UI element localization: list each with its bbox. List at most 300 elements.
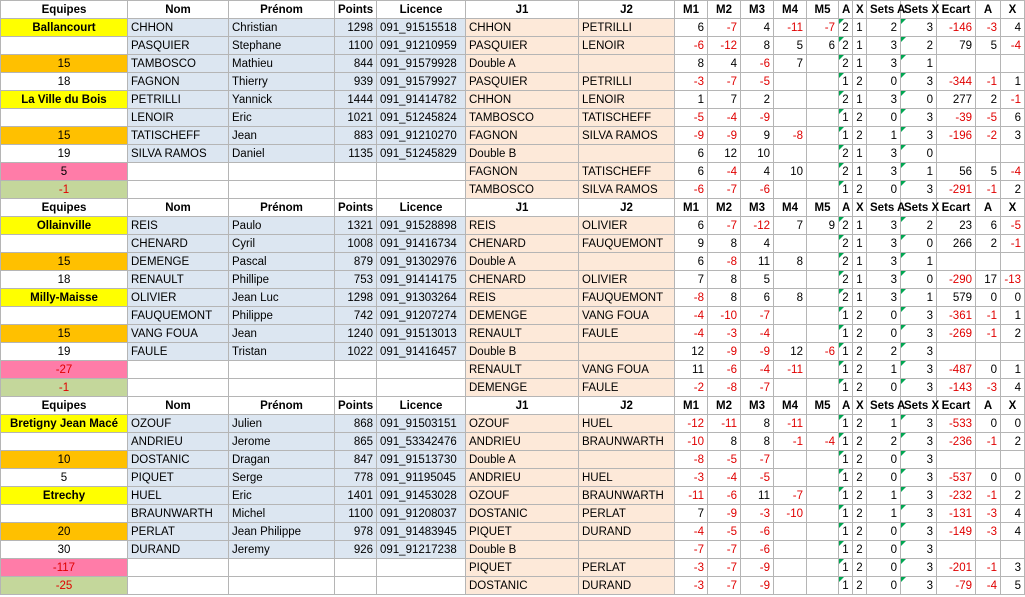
match-j1-cell[interactable]: REIS: [466, 217, 579, 235]
column-header[interactable]: Prénom: [229, 199, 335, 217]
team-name-cell[interactable]: Milly-Maisse: [1, 289, 128, 307]
result-a-cell[interactable]: 1: [839, 127, 853, 145]
points-x-cell[interactable]: -1: [1001, 235, 1025, 253]
column-header[interactable]: X: [1001, 199, 1025, 217]
sets-x-cell[interactable]: 0: [901, 145, 937, 163]
match-j1-cell[interactable]: Double B: [466, 145, 579, 163]
set-score-cell[interactable]: -7: [675, 541, 708, 559]
set-score-cell[interactable]: 4: [708, 55, 741, 73]
sets-a-cell[interactable]: 3: [867, 91, 901, 109]
player-nom-cell[interactable]: CHENARD: [128, 235, 229, 253]
set-score-cell[interactable]: -9: [741, 559, 774, 577]
result-x-cell[interactable]: 1: [853, 163, 867, 181]
player-licence-cell[interactable]: 091_91217238: [377, 541, 466, 559]
result-a-cell[interactable]: 2: [839, 253, 853, 271]
set-score-cell[interactable]: [807, 289, 839, 307]
sets-a-cell[interactable]: 0: [867, 109, 901, 127]
player-licence-cell[interactable]: 091_91210270: [377, 127, 466, 145]
set-score-cell[interactable]: 8: [774, 289, 807, 307]
match-j2-cell[interactable]: LENOIR: [579, 37, 675, 55]
player-points-cell[interactable]: [335, 559, 377, 577]
result-x-cell[interactable]: 1: [853, 145, 867, 163]
set-score-cell[interactable]: 4: [741, 19, 774, 37]
sets-a-cell[interactable]: 3: [867, 37, 901, 55]
sets-a-cell[interactable]: 1: [867, 415, 901, 433]
points-a-cell[interactable]: -1: [976, 73, 1001, 91]
set-score-cell[interactable]: [774, 73, 807, 91]
set-score-cell[interactable]: 8: [708, 235, 741, 253]
column-header[interactable]: M2: [708, 397, 741, 415]
player-nom-cell[interactable]: HUEL: [128, 487, 229, 505]
result-a-cell[interactable]: 1: [839, 379, 853, 397]
result-a-cell[interactable]: 1: [839, 541, 853, 559]
column-header[interactable]: A: [976, 199, 1001, 217]
player-licence-cell[interactable]: 091_91513013: [377, 325, 466, 343]
player-points-cell[interactable]: [335, 577, 377, 595]
points-a-cell[interactable]: 5: [976, 163, 1001, 181]
match-j1-cell[interactable]: TAMBOSCO: [466, 181, 579, 199]
column-header[interactable]: Points: [335, 1, 377, 19]
player-prenom-cell[interactable]: [229, 559, 335, 577]
team-name-cell[interactable]: Etrechy: [1, 487, 128, 505]
summary-cell[interactable]: 15: [1, 55, 128, 73]
sets-a-cell[interactable]: 2: [867, 19, 901, 37]
set-score-cell[interactable]: -9: [708, 505, 741, 523]
set-score-cell[interactable]: -11: [774, 361, 807, 379]
summary-cell[interactable]: -27: [1, 361, 128, 379]
ecart-cell[interactable]: -361: [937, 307, 976, 325]
set-score-cell[interactable]: 6: [675, 145, 708, 163]
player-licence-cell[interactable]: 091_91528898: [377, 217, 466, 235]
result-x-cell[interactable]: 2: [853, 73, 867, 91]
player-nom-cell[interactable]: ANDRIEU: [128, 433, 229, 451]
column-header[interactable]: Licence: [377, 397, 466, 415]
set-score-cell[interactable]: 4: [741, 163, 774, 181]
set-score-cell[interactable]: [807, 235, 839, 253]
player-prenom-cell[interactable]: [229, 181, 335, 199]
match-j1-cell[interactable]: OZOUF: [466, 415, 579, 433]
ecart-cell[interactable]: -201: [937, 559, 976, 577]
summary-cell[interactable]: 19: [1, 145, 128, 163]
player-nom-cell[interactable]: DOSTANIC: [128, 451, 229, 469]
result-a-cell[interactable]: 1: [839, 361, 853, 379]
result-x-cell[interactable]: 2: [853, 559, 867, 577]
points-a-cell[interactable]: 6: [976, 217, 1001, 235]
set-score-cell[interactable]: [774, 145, 807, 163]
points-x-cell[interactable]: [1001, 145, 1025, 163]
result-a-cell[interactable]: 2: [839, 217, 853, 235]
player-points-cell[interactable]: 742: [335, 307, 377, 325]
result-x-cell[interactable]: 1: [853, 235, 867, 253]
points-x-cell[interactable]: 2: [1001, 181, 1025, 199]
result-a-cell[interactable]: 2: [839, 37, 853, 55]
result-a-cell[interactable]: 1: [839, 415, 853, 433]
points-a-cell[interactable]: -1: [976, 433, 1001, 451]
result-a-cell[interactable]: 2: [839, 91, 853, 109]
result-a-cell[interactable]: 2: [839, 145, 853, 163]
match-j1-cell[interactable]: PIQUET: [466, 559, 579, 577]
player-prenom-cell[interactable]: Paulo: [229, 217, 335, 235]
match-j2-cell[interactable]: SILVA RAMOS: [579, 127, 675, 145]
sets-x-cell[interactable]: 1: [901, 253, 937, 271]
set-score-cell[interactable]: [774, 379, 807, 397]
column-header[interactable]: M4: [774, 1, 807, 19]
points-a-cell[interactable]: -1: [976, 181, 1001, 199]
set-score-cell[interactable]: -3: [741, 505, 774, 523]
ecart-cell[interactable]: 277: [937, 91, 976, 109]
column-header[interactable]: Licence: [377, 199, 466, 217]
set-score-cell[interactable]: 6: [675, 217, 708, 235]
points-x-cell[interactable]: 1: [1001, 307, 1025, 325]
sets-x-cell[interactable]: 2: [901, 37, 937, 55]
result-a-cell[interactable]: 1: [839, 451, 853, 469]
column-header[interactable]: Prénom: [229, 397, 335, 415]
match-j2-cell[interactable]: BRAUNWARTH: [579, 487, 675, 505]
points-a-cell[interactable]: [976, 55, 1001, 73]
points-a-cell[interactable]: 0: [976, 289, 1001, 307]
player-nom-cell[interactable]: TATISCHEFF: [128, 127, 229, 145]
points-x-cell[interactable]: 0: [1001, 415, 1025, 433]
sets-x-cell[interactable]: 3: [901, 109, 937, 127]
set-score-cell[interactable]: -8: [708, 253, 741, 271]
sets-a-cell[interactable]: 2: [867, 433, 901, 451]
player-prenom-cell[interactable]: [229, 379, 335, 397]
column-header[interactable]: Licence: [377, 1, 466, 19]
points-x-cell[interactable]: -4: [1001, 37, 1025, 55]
match-j1-cell[interactable]: FAGNON: [466, 163, 579, 181]
player-nom-cell[interactable]: PERLAT: [128, 523, 229, 541]
result-x-cell[interactable]: 1: [853, 55, 867, 73]
points-a-cell[interactable]: [976, 541, 1001, 559]
set-score-cell[interactable]: [807, 325, 839, 343]
set-score-cell[interactable]: [807, 109, 839, 127]
player-nom-cell[interactable]: BRAUNWARTH: [128, 505, 229, 523]
set-score-cell[interactable]: -6: [741, 541, 774, 559]
set-score-cell[interactable]: 7: [774, 55, 807, 73]
set-score-cell[interactable]: -4: [708, 469, 741, 487]
set-score-cell[interactable]: 8: [708, 433, 741, 451]
points-x-cell[interactable]: 4: [1001, 505, 1025, 523]
column-header[interactable]: M5: [807, 199, 839, 217]
ecart-cell[interactable]: -131: [937, 505, 976, 523]
player-licence-cell[interactable]: 091_53342476: [377, 433, 466, 451]
player-points-cell[interactable]: 978: [335, 523, 377, 541]
set-score-cell[interactable]: [774, 271, 807, 289]
ecart-cell[interactable]: -290: [937, 271, 976, 289]
set-score-cell[interactable]: [807, 505, 839, 523]
set-score-cell[interactable]: 6: [675, 163, 708, 181]
player-licence-cell[interactable]: [377, 559, 466, 577]
player-nom-cell[interactable]: [128, 361, 229, 379]
column-header[interactable]: A: [839, 397, 853, 415]
ecart-cell[interactable]: [937, 451, 976, 469]
ecart-cell[interactable]: [937, 253, 976, 271]
match-j1-cell[interactable]: PASQUIER: [466, 73, 579, 91]
set-score-cell[interactable]: 10: [741, 145, 774, 163]
player-nom-cell[interactable]: [128, 163, 229, 181]
player-points-cell[interactable]: 1321: [335, 217, 377, 235]
points-x-cell[interactable]: [1001, 343, 1025, 361]
column-header[interactable]: Nom: [128, 1, 229, 19]
column-header[interactable]: Ecart: [937, 199, 976, 217]
set-score-cell[interactable]: -4: [708, 163, 741, 181]
match-j1-cell[interactable]: OZOUF: [466, 487, 579, 505]
match-j1-cell[interactable]: DOSTANIC: [466, 577, 579, 595]
set-score-cell[interactable]: -11: [675, 487, 708, 505]
match-j2-cell[interactable]: VANG FOUA: [579, 307, 675, 325]
ecart-cell[interactable]: 266: [937, 235, 976, 253]
sets-x-cell[interactable]: 0: [901, 91, 937, 109]
result-x-cell[interactable]: 2: [853, 343, 867, 361]
points-a-cell[interactable]: 0: [976, 469, 1001, 487]
set-score-cell[interactable]: -5: [741, 73, 774, 91]
set-score-cell[interactable]: [807, 73, 839, 91]
match-j2-cell[interactable]: TATISCHEFF: [579, 163, 675, 181]
sets-x-cell[interactable]: 3: [901, 541, 937, 559]
ecart-cell[interactable]: -291: [937, 181, 976, 199]
player-licence-cell[interactable]: 091_91416457: [377, 343, 466, 361]
player-points-cell[interactable]: 1135: [335, 145, 377, 163]
set-score-cell[interactable]: -8: [708, 379, 741, 397]
column-header[interactable]: M1: [675, 1, 708, 19]
column-header[interactable]: X: [1001, 1, 1025, 19]
match-j1-cell[interactable]: Double B: [466, 343, 579, 361]
set-score-cell[interactable]: -7: [708, 217, 741, 235]
player-points-cell[interactable]: 868: [335, 415, 377, 433]
player-nom-cell[interactable]: [128, 379, 229, 397]
match-j2-cell[interactable]: [579, 55, 675, 73]
player-licence-cell[interactable]: 091_91414782: [377, 91, 466, 109]
player-licence-cell[interactable]: 091_91302976: [377, 253, 466, 271]
column-header[interactable]: A: [839, 199, 853, 217]
result-a-cell[interactable]: 1: [839, 109, 853, 127]
match-j1-cell[interactable]: Double A: [466, 55, 579, 73]
result-a-cell[interactable]: 2: [839, 163, 853, 181]
sets-a-cell[interactable]: 0: [867, 541, 901, 559]
column-header[interactable]: M3: [741, 199, 774, 217]
result-a-cell[interactable]: 1: [839, 559, 853, 577]
player-prenom-cell[interactable]: Phillipe: [229, 271, 335, 289]
set-score-cell[interactable]: -4: [741, 361, 774, 379]
column-header[interactable]: M1: [675, 199, 708, 217]
result-x-cell[interactable]: 2: [853, 577, 867, 595]
column-header[interactable]: X: [853, 397, 867, 415]
sets-a-cell[interactable]: 0: [867, 451, 901, 469]
points-a-cell[interactable]: -3: [976, 19, 1001, 37]
player-licence-cell[interactable]: [377, 577, 466, 595]
summary-cell[interactable]: 15: [1, 325, 128, 343]
set-score-cell[interactable]: [807, 145, 839, 163]
sets-x-cell[interactable]: 3: [901, 505, 937, 523]
match-j2-cell[interactable]: [579, 253, 675, 271]
player-prenom-cell[interactable]: Philippe: [229, 307, 335, 325]
player-prenom-cell[interactable]: [229, 361, 335, 379]
result-a-cell[interactable]: 2: [839, 55, 853, 73]
player-nom-cell[interactable]: FAULE: [128, 343, 229, 361]
sets-a-cell[interactable]: 3: [867, 253, 901, 271]
points-a-cell[interactable]: 2: [976, 235, 1001, 253]
result-a-cell[interactable]: 2: [839, 271, 853, 289]
set-score-cell[interactable]: 4: [741, 235, 774, 253]
player-prenom-cell[interactable]: Thierry: [229, 73, 335, 91]
points-a-cell[interactable]: 0: [976, 361, 1001, 379]
ecart-cell[interactable]: -146: [937, 19, 976, 37]
result-x-cell[interactable]: 1: [853, 37, 867, 55]
player-licence-cell[interactable]: 091_91208037: [377, 505, 466, 523]
set-score-cell[interactable]: -7: [708, 559, 741, 577]
match-j2-cell[interactable]: DURAND: [579, 577, 675, 595]
set-score-cell[interactable]: 10: [774, 163, 807, 181]
match-j2-cell[interactable]: DURAND: [579, 523, 675, 541]
player-points-cell[interactable]: 778: [335, 469, 377, 487]
result-x-cell[interactable]: 2: [853, 307, 867, 325]
player-nom-cell[interactable]: TAMBOSCO: [128, 55, 229, 73]
summary-cell[interactable]: [1, 235, 128, 253]
ecart-cell[interactable]: -487: [937, 361, 976, 379]
points-a-cell[interactable]: 0: [976, 415, 1001, 433]
points-a-cell[interactable]: [976, 451, 1001, 469]
player-licence-cell[interactable]: [377, 379, 466, 397]
summary-cell[interactable]: 18: [1, 73, 128, 91]
match-j1-cell[interactable]: Double A: [466, 253, 579, 271]
points-a-cell[interactable]: -3: [976, 379, 1001, 397]
player-prenom-cell[interactable]: [229, 577, 335, 595]
sets-x-cell[interactable]: 3: [901, 559, 937, 577]
player-nom-cell[interactable]: VANG FOUA: [128, 325, 229, 343]
column-header[interactable]: M2: [708, 199, 741, 217]
player-points-cell[interactable]: 1298: [335, 289, 377, 307]
column-header[interactable]: J2: [579, 199, 675, 217]
column-header[interactable]: Points: [335, 199, 377, 217]
set-score-cell[interactable]: [807, 559, 839, 577]
sets-a-cell[interactable]: 3: [867, 55, 901, 73]
set-score-cell[interactable]: -7: [708, 181, 741, 199]
player-prenom-cell[interactable]: Michel: [229, 505, 335, 523]
set-score-cell[interactable]: -5: [708, 523, 741, 541]
ecart-cell[interactable]: [937, 145, 976, 163]
column-header[interactable]: Nom: [128, 199, 229, 217]
player-nom-cell[interactable]: DEMENGE: [128, 253, 229, 271]
points-x-cell[interactable]: -4: [1001, 163, 1025, 181]
ecart-cell[interactable]: -79: [937, 577, 976, 595]
column-header[interactable]: Ecart: [937, 397, 976, 415]
result-a-cell[interactable]: 1: [839, 343, 853, 361]
player-licence-cell[interactable]: 091_91453028: [377, 487, 466, 505]
sets-x-cell[interactable]: 1: [901, 55, 937, 73]
set-score-cell[interactable]: -9: [708, 343, 741, 361]
player-points-cell[interactable]: 1008: [335, 235, 377, 253]
player-prenom-cell[interactable]: Tristan: [229, 343, 335, 361]
set-score-cell[interactable]: [807, 127, 839, 145]
points-a-cell[interactable]: -4: [976, 577, 1001, 595]
column-header[interactable]: J1: [466, 1, 579, 19]
set-score-cell[interactable]: 7: [675, 505, 708, 523]
result-a-cell[interactable]: 1: [839, 523, 853, 541]
set-score-cell[interactable]: [774, 307, 807, 325]
sets-x-cell[interactable]: 3: [901, 325, 937, 343]
sets-x-cell[interactable]: 3: [901, 415, 937, 433]
sets-a-cell[interactable]: 3: [867, 217, 901, 235]
column-header[interactable]: A: [976, 1, 1001, 19]
column-header[interactable]: Points: [335, 397, 377, 415]
player-prenom-cell[interactable]: Jerome: [229, 433, 335, 451]
column-header[interactable]: Sets X: [901, 397, 937, 415]
sets-a-cell[interactable]: 2: [867, 343, 901, 361]
points-x-cell[interactable]: 0: [1001, 289, 1025, 307]
match-j2-cell[interactable]: SILVA RAMOS: [579, 181, 675, 199]
sets-x-cell[interactable]: 0: [901, 271, 937, 289]
set-score-cell[interactable]: -6: [741, 55, 774, 73]
sets-a-cell[interactable]: 3: [867, 145, 901, 163]
points-x-cell[interactable]: 3: [1001, 559, 1025, 577]
set-score-cell[interactable]: -7: [741, 379, 774, 397]
summary-cell[interactable]: [1, 37, 128, 55]
ecart-cell[interactable]: -149: [937, 523, 976, 541]
player-points-cell[interactable]: 1401: [335, 487, 377, 505]
column-header[interactable]: Sets X: [901, 1, 937, 19]
set-score-cell[interactable]: 9: [675, 235, 708, 253]
summary-cell[interactable]: 30: [1, 541, 128, 559]
sets-a-cell[interactable]: 0: [867, 325, 901, 343]
set-score-cell[interactable]: 8: [708, 289, 741, 307]
set-score-cell[interactable]: [774, 541, 807, 559]
set-score-cell[interactable]: 9: [741, 127, 774, 145]
summary-cell[interactable]: 10: [1, 451, 128, 469]
summary-cell[interactable]: [1, 109, 128, 127]
match-j2-cell[interactable]: [579, 541, 675, 559]
set-score-cell[interactable]: [807, 541, 839, 559]
result-x-cell[interactable]: 2: [853, 325, 867, 343]
result-a-cell[interactable]: 1: [839, 577, 853, 595]
ecart-cell[interactable]: [937, 55, 976, 73]
set-score-cell[interactable]: [774, 91, 807, 109]
set-score-cell[interactable]: [807, 487, 839, 505]
player-points-cell[interactable]: 1022: [335, 343, 377, 361]
set-score-cell[interactable]: 12: [675, 343, 708, 361]
player-points-cell[interactable]: 879: [335, 253, 377, 271]
player-nom-cell[interactable]: LENOIR: [128, 109, 229, 127]
points-a-cell[interactable]: -1: [976, 307, 1001, 325]
set-score-cell[interactable]: -6: [708, 361, 741, 379]
set-score-cell[interactable]: -9: [741, 343, 774, 361]
match-j1-cell[interactable]: FAGNON: [466, 127, 579, 145]
player-nom-cell[interactable]: RENAULT: [128, 271, 229, 289]
set-score-cell[interactable]: [807, 451, 839, 469]
ecart-cell[interactable]: -533: [937, 415, 976, 433]
match-j2-cell[interactable]: OLIVIER: [579, 217, 675, 235]
points-x-cell[interactable]: 1: [1001, 73, 1025, 91]
ecart-cell[interactable]: -196: [937, 127, 976, 145]
match-j2-cell[interactable]: PERLAT: [579, 559, 675, 577]
summary-cell[interactable]: -25: [1, 577, 128, 595]
set-score-cell[interactable]: 8: [774, 253, 807, 271]
points-x-cell[interactable]: [1001, 253, 1025, 271]
match-j1-cell[interactable]: CHHON: [466, 19, 579, 37]
set-score-cell[interactable]: -3: [675, 73, 708, 91]
team-name-cell[interactable]: Ollainville: [1, 217, 128, 235]
player-nom-cell[interactable]: [128, 559, 229, 577]
player-prenom-cell[interactable]: Jean: [229, 325, 335, 343]
match-j1-cell[interactable]: PASQUIER: [466, 37, 579, 55]
set-score-cell[interactable]: -5: [741, 469, 774, 487]
sets-x-cell[interactable]: 3: [901, 73, 937, 91]
match-j2-cell[interactable]: FAULE: [579, 379, 675, 397]
sets-x-cell[interactable]: 3: [901, 523, 937, 541]
player-prenom-cell[interactable]: Christian: [229, 19, 335, 37]
points-x-cell[interactable]: 5: [1001, 577, 1025, 595]
points-x-cell[interactable]: -13: [1001, 271, 1025, 289]
player-points-cell[interactable]: 1021: [335, 109, 377, 127]
